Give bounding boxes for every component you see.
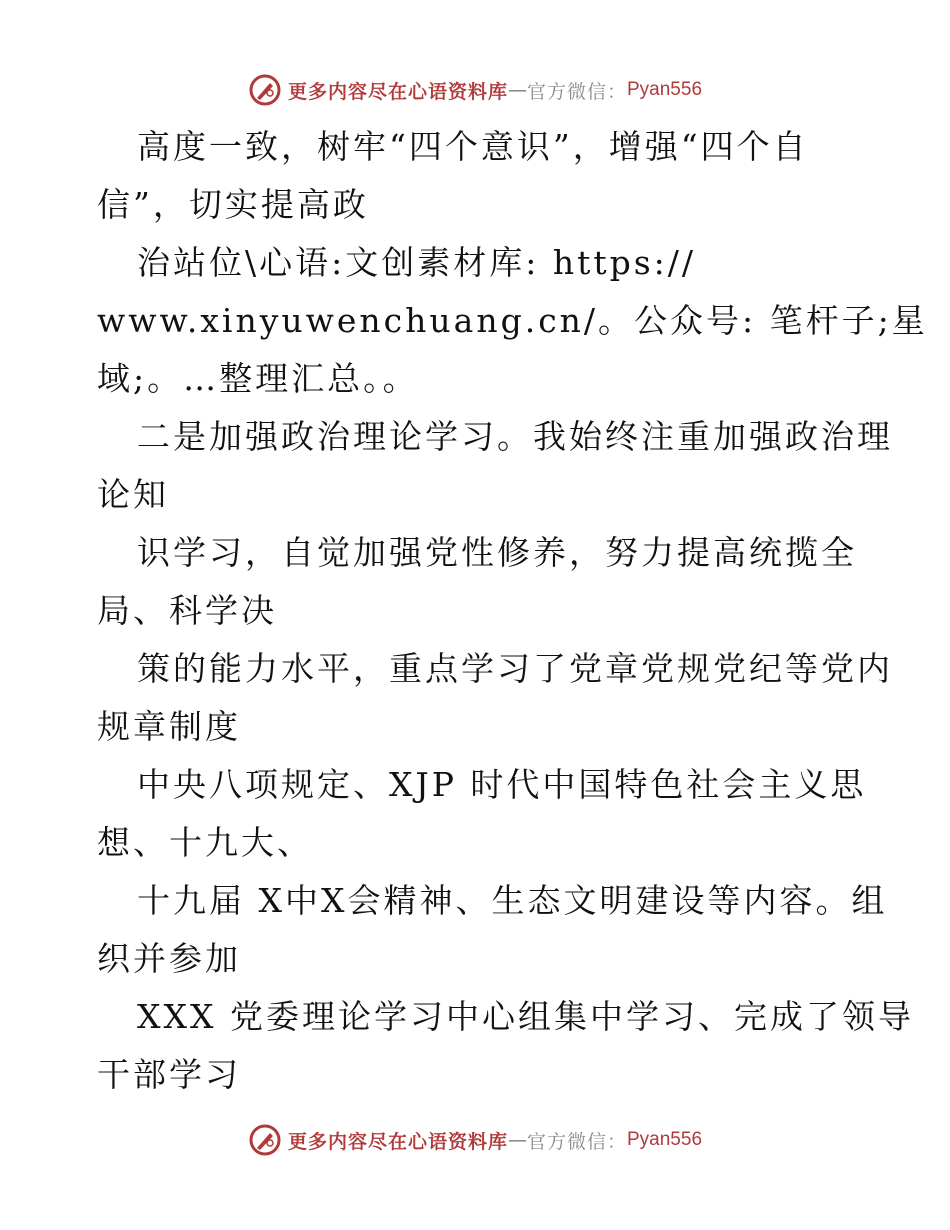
wechat-label: 官方微信：	[526, 80, 627, 103]
text-line: 局、科学决	[97, 591, 277, 630]
text-line: 论知	[97, 475, 169, 514]
text-line: 中央八项规定、XJP 时代中国特色社会主义思	[137, 765, 867, 804]
text-line: 高度一致，树牢“四个意识”，增强“四个自	[137, 127, 809, 166]
footer-banner	[0, 1120, 950, 1160]
text-line: 规章制度	[97, 707, 241, 746]
wechat-id: Pyan556	[627, 1129, 703, 1150]
pen-logo-icon	[248, 73, 282, 107]
wechat-label: 官方微信：	[526, 1130, 627, 1153]
text-line: 治站位\心语:文创素材库: https://	[137, 243, 697, 282]
text-line: 域;。…整理汇总。。	[97, 359, 419, 398]
text-line: www.xinyuwenchuang.cn/。公众号: 笔杆子;星	[97, 301, 928, 340]
wechat-id: Pyan556	[627, 79, 703, 100]
banner-separator: —	[507, 79, 527, 101]
text-line: 策的能力水平，重点学习了党章党规党纪等党内	[137, 649, 893, 688]
brand-text: 更多内容尽在心语资料库	[287, 80, 508, 103]
text-line: 干部学习	[97, 1055, 241, 1094]
brand-text: 更多内容尽在心语资料库	[287, 1130, 508, 1153]
text-line: 织并参加	[97, 939, 241, 978]
header-banner	[0, 70, 950, 110]
banner-separator: —	[507, 1129, 527, 1151]
text-line: 想、十九大、	[97, 823, 313, 862]
text-line: 识学习，自觉加强党性修养，努力提高统揽全	[137, 533, 857, 572]
pen-logo-icon	[248, 1123, 282, 1157]
text-line: 十九届 X中X会精神、生态文明建设等内容。组	[137, 881, 888, 920]
text-line: 二是加强政治理论学习。我始终注重加强政治理	[137, 417, 893, 456]
text-line: 信”，切实提高政	[97, 185, 369, 224]
document-body	[97, 118, 928, 1104]
text-line: XXX 党委理论学习中心组集中学习、完成了领导	[137, 997, 914, 1036]
